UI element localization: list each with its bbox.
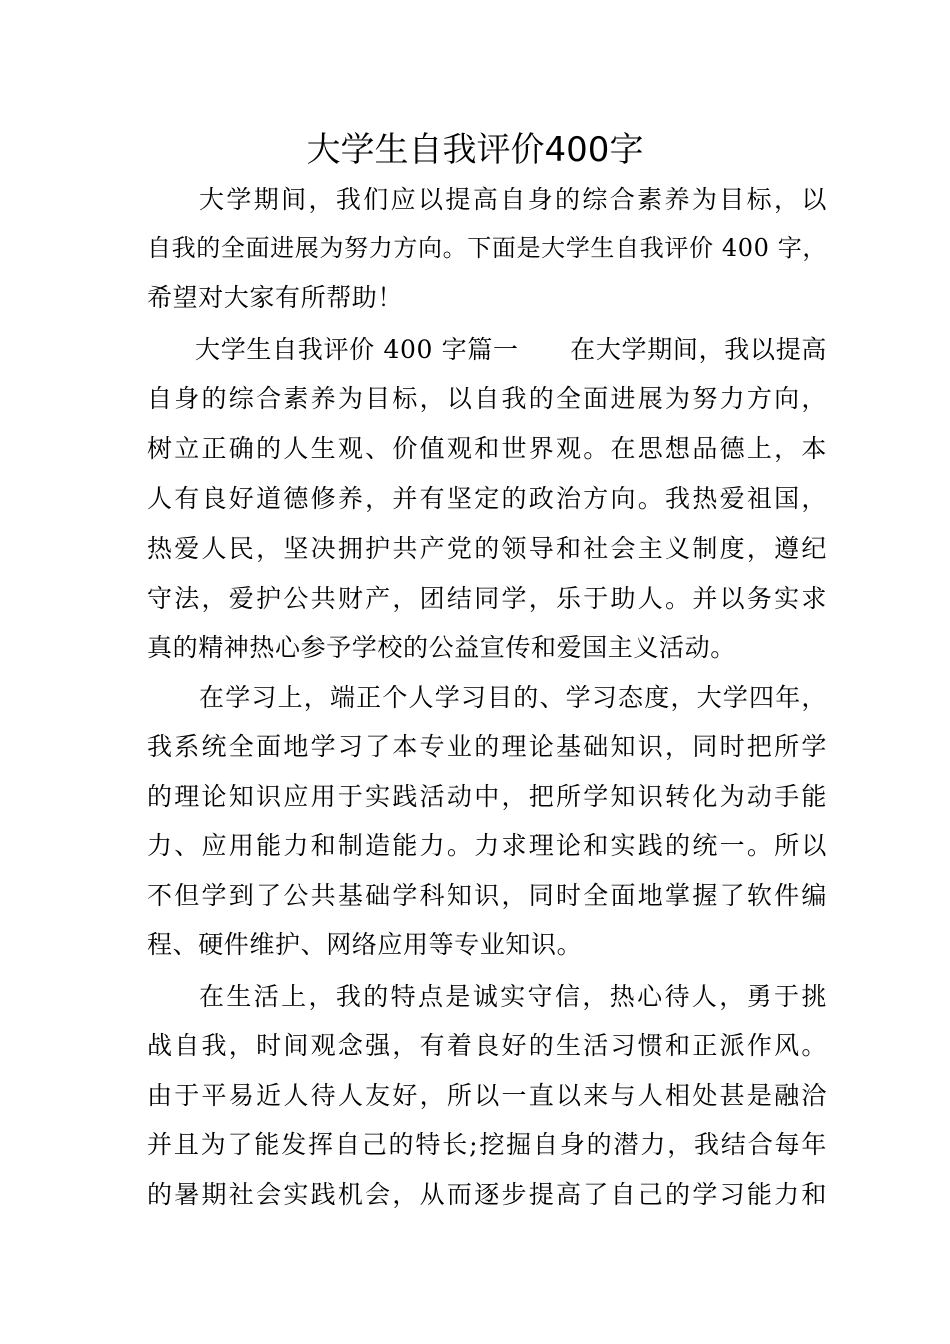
paragraph-line: 热爱人民，坚决拥护共产党的领导和社会主义制度，遵纪 <box>147 534 827 563</box>
paragraph-line: 力、应用能力和制造能力。力求理论和实践的统一。所以 <box>147 831 827 860</box>
paragraph-line: 不但学到了公共基础学科知识，同时全面地掌握了软件编 <box>147 881 827 910</box>
paragraph-line: 自我的全面进展为努力方向。下面是大学生自我评价 400 字， <box>147 234 827 262</box>
paragraph-line: 自身的综合素养为目标，以自我的全面进展为努力方向， <box>147 384 827 413</box>
paragraph-line: 战自我，时间观念强，有着良好的生活习惯和正派作风。 <box>147 1031 827 1060</box>
paragraph-line: 真的精神热心参予学校的公益宣传和爱国主义活动。 <box>147 633 736 662</box>
paragraph-line: 树立正确的人生观、价值观和世界观。在思想品德上，本 <box>147 434 827 463</box>
paragraph-line: 并且为了能发挥自己的特长;挖掘自身的潜力，我结合每年 <box>147 1130 827 1159</box>
paragraph-line: 希望对大家有所帮助！ <box>147 283 404 312</box>
paragraph-line: 大学期间，我们应以提高自身的综合素养为目标，以 <box>199 185 827 214</box>
paragraph-line: 守法，爱护公共财产，团结同学，乐于助人。并以务实求 <box>147 584 827 613</box>
paragraph-line: 人有良好道德修养，并有坚定的政治方向。我热爱祖国， <box>147 484 827 513</box>
paragraph-line: 的暑期社会实践机会，从而逐步提高了自己的学习能力和 <box>147 1180 827 1209</box>
paragraph-line: 由于平易近人待人友好，所以一直以来与人相处甚是融洽 <box>147 1081 827 1110</box>
paragraph-line: 在生活上，我的特点是诚实守信，热心待人，勇于挑 <box>199 982 827 1011</box>
document-title: 大学生自我评价400字 <box>306 130 644 170</box>
paragraph-line: 我系统全面地学习了本专业的理论基础知识，同时把所学 <box>147 732 827 761</box>
paragraph-line: 的理论知识应用于实践活动中，把所学知识转化为动手能 <box>147 782 827 811</box>
paragraph-line: 在学习上，端正个人学习目的、学习态度，大学四年， <box>199 683 827 712</box>
paragraph-line: 程、硬件维护、网络应用等专业知识。 <box>147 930 583 959</box>
section-heading-line: 大学生自我评价 400 字篇一 在大学期间，我以提高 <box>195 335 827 364</box>
